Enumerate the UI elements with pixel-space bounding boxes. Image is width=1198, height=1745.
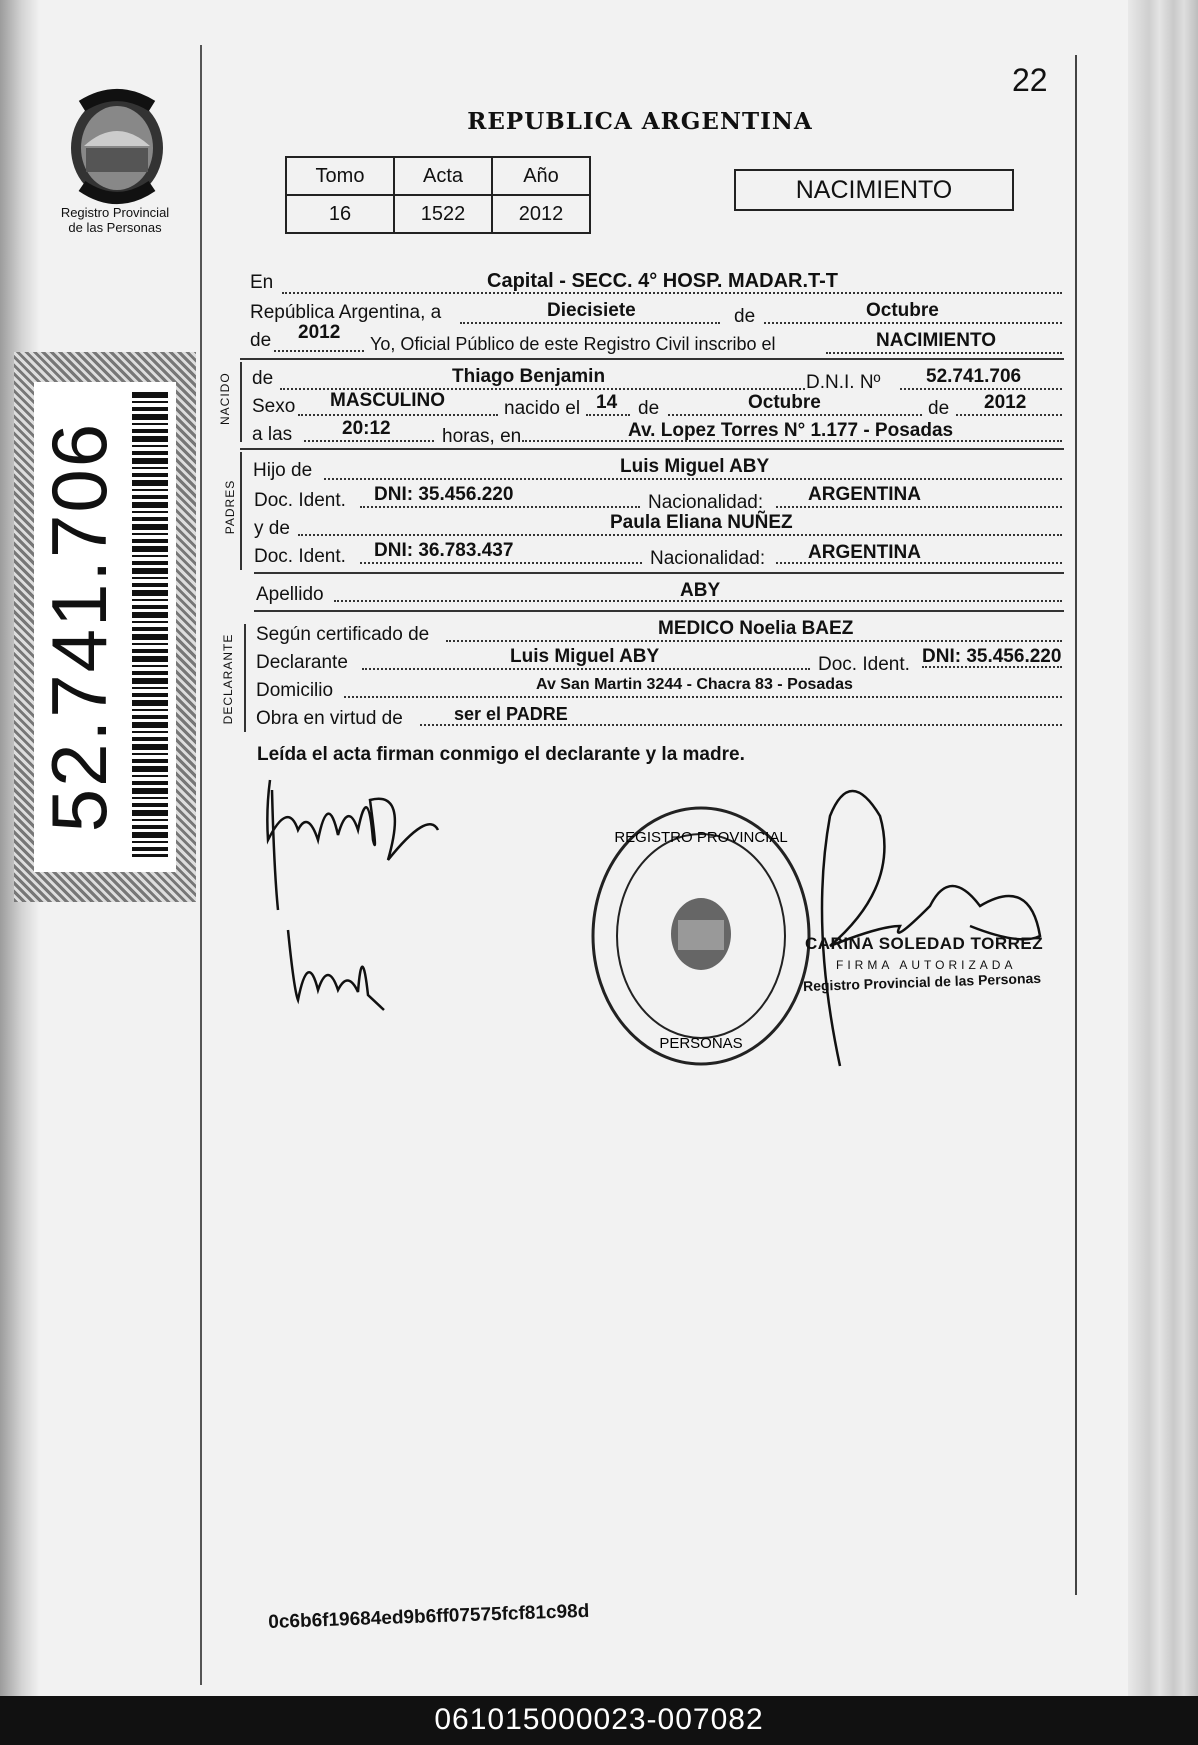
- section-bar: [240, 362, 242, 442]
- declarante-doc-label: Doc. Ident.: [818, 654, 910, 675]
- dotted-line: [360, 562, 642, 564]
- logo-caption-line2: de las Personas: [68, 220, 162, 235]
- record-header-tomo: Tomo: [286, 157, 394, 195]
- declarant-signature: [258, 770, 498, 1030]
- dni-label: D.N.I. Nº: [806, 372, 881, 393]
- divider: [254, 610, 1064, 612]
- barcode-bars: [132, 392, 168, 857]
- father-name: Luis Miguel ABY: [620, 456, 770, 477]
- sexo-value: MASCULINO: [330, 390, 446, 411]
- mother-nationality: ARGENTINA: [808, 542, 921, 563]
- official-signature: [790, 776, 1070, 1076]
- dotted-line: [764, 322, 1062, 324]
- child-name: Thiago Benjamin: [452, 366, 606, 387]
- official-role: FIRMA AUTORIZADA: [836, 958, 1017, 972]
- page-number: 22: [1012, 62, 1048, 98]
- svg-text:REGISTRO PROVINCIAL: REGISTRO PROVINCIAL: [614, 829, 788, 846]
- page-title: REPUBLICA ARGENTINA: [467, 108, 813, 135]
- dotted-line: [586, 414, 630, 416]
- de-label: de: [734, 306, 756, 327]
- official-name: CARINA SOLEDAD TORREZ: [805, 934, 1044, 953]
- dotted-line: [324, 478, 1062, 480]
- obra-label: Obra en virtud de: [256, 708, 403, 729]
- divider: [240, 358, 1064, 360]
- de-label-4: de: [928, 398, 950, 419]
- father-nationality: ARGENTINA: [808, 484, 921, 505]
- birth-day: 14: [596, 392, 618, 413]
- logo-caption-line1: Registro Provincial: [60, 205, 170, 220]
- birth-time: 20:12: [342, 418, 391, 439]
- birth-year: 2012: [984, 392, 1027, 413]
- month-value: Octubre: [866, 300, 939, 321]
- svg-text:PERSONAS: PERSONAS: [659, 1035, 743, 1052]
- declarante-label: Declarante: [256, 652, 348, 673]
- de-label-2: de: [250, 330, 272, 351]
- domicilio-value: Av San Martin 3244 - Chacra 83 - Posadas: [536, 676, 853, 693]
- en-label: En: [250, 272, 274, 293]
- y-de-label: y de: [254, 518, 290, 539]
- scan-footer-code: 061015000023-007082: [434, 1703, 764, 1736]
- dotted-line: [668, 414, 922, 416]
- nacido-section-label: NACIDO: [218, 372, 232, 425]
- apellido-value: ABY: [680, 580, 721, 601]
- mother-name: Paula Eliana NUÑEZ: [610, 512, 793, 533]
- dotted-line: [826, 352, 1062, 354]
- closing-statement: Leída el acta firman conmigo el declarante y la madre.: [257, 744, 745, 765]
- record-table: [285, 156, 591, 234]
- father-doc-label: Doc. Ident.: [254, 490, 346, 511]
- cert-label: Según certificado de: [256, 624, 430, 645]
- horas-label: horas, en: [442, 426, 522, 447]
- republica-label: República Argentina, a: [250, 302, 442, 323]
- province-logo: [62, 86, 172, 206]
- sexo-label: Sexo: [252, 396, 296, 417]
- book-edge: [1128, 0, 1198, 1696]
- logo-caption: [50, 205, 180, 235]
- dotted-line: [304, 440, 434, 442]
- hijo-label: Hijo de: [253, 460, 313, 481]
- dotted-line: [446, 640, 1062, 642]
- dotted-line: [274, 350, 364, 352]
- father-nationality-label: Nacionalidad:: [648, 492, 764, 513]
- cert-value: MEDICO Noelia BAEZ: [658, 618, 854, 639]
- official-seal: [588, 802, 814, 1070]
- divider: [254, 572, 1064, 574]
- divider: [240, 448, 1064, 450]
- barcode-label: [34, 382, 176, 872]
- section-bar: [244, 624, 246, 732]
- birth-month: Octubre: [748, 392, 821, 413]
- nacido-de-label: de: [252, 368, 274, 389]
- de-label-3: de: [638, 398, 660, 419]
- mother-doc: DNI: 36.783.437: [374, 540, 514, 561]
- domicilio-label: Domicilio: [256, 680, 334, 701]
- dotted-line: [344, 696, 1062, 698]
- record-value-tomo: 16: [286, 195, 394, 233]
- mother-doc-label: Doc. Ident.: [254, 546, 346, 567]
- dotted-line: [298, 414, 498, 416]
- place-value: Capital - SECC. 4° HOSP. MADAR.T-T: [487, 270, 839, 292]
- dotted-line: [922, 666, 1062, 668]
- barcode-strip: [14, 352, 196, 902]
- document-hash: 0c6b6f19684ed9b6ff07575fcf81c98d: [268, 1600, 590, 1633]
- day-value: Diecisiete: [547, 300, 636, 321]
- record-type-box: NACIMIENTO: [734, 169, 1014, 211]
- nacido-el-label: nacido el: [504, 398, 581, 419]
- child-dni: 52.741.706: [926, 366, 1022, 387]
- inscribe-value: NACIMIENTO: [876, 330, 996, 351]
- dotted-line: [460, 322, 720, 324]
- birth-place: Av. Lopez Torres N° 1.177 - Posadas: [628, 420, 954, 441]
- section-bar: [240, 452, 242, 570]
- a-las-label: a las: [252, 424, 293, 445]
- mother-nationality-label: Nacionalidad:: [650, 548, 766, 569]
- obra-value: ser el PADRE: [454, 704, 568, 724]
- declarante-value: Luis Miguel ABY: [510, 646, 660, 667]
- record-value-acta: 1522: [394, 195, 492, 233]
- record-header-ano: Año: [492, 157, 590, 195]
- apellido-label: Apellido: [256, 584, 324, 605]
- year-value: 2012: [298, 322, 341, 343]
- declarante-doc: DNI: 35.456.220: [922, 646, 1062, 667]
- declarante-section-label: DECLARANTE: [221, 633, 235, 725]
- dotted-line: [362, 668, 810, 670]
- barcode-number: 52.741.706: [35, 421, 123, 833]
- oficial-text: Yo, Oficial Público de este Registro Civil inscribo el: [370, 334, 776, 354]
- dotted-line: [360, 506, 640, 508]
- padres-section-label: PADRES: [223, 479, 237, 535]
- dotted-line: [956, 414, 1062, 416]
- dotted-line: [776, 506, 1062, 508]
- dotted-line: [298, 534, 1062, 536]
- margin-line: [1075, 55, 1077, 1595]
- record-header-acta: Acta: [394, 157, 492, 195]
- dotted-line: [900, 388, 1062, 390]
- record-value-ano: 2012: [492, 195, 590, 233]
- binding-line: [200, 45, 202, 1685]
- official-office: Registro Provincial de las Personas: [802, 969, 1042, 995]
- father-doc: DNI: 35.456.220: [374, 484, 514, 505]
